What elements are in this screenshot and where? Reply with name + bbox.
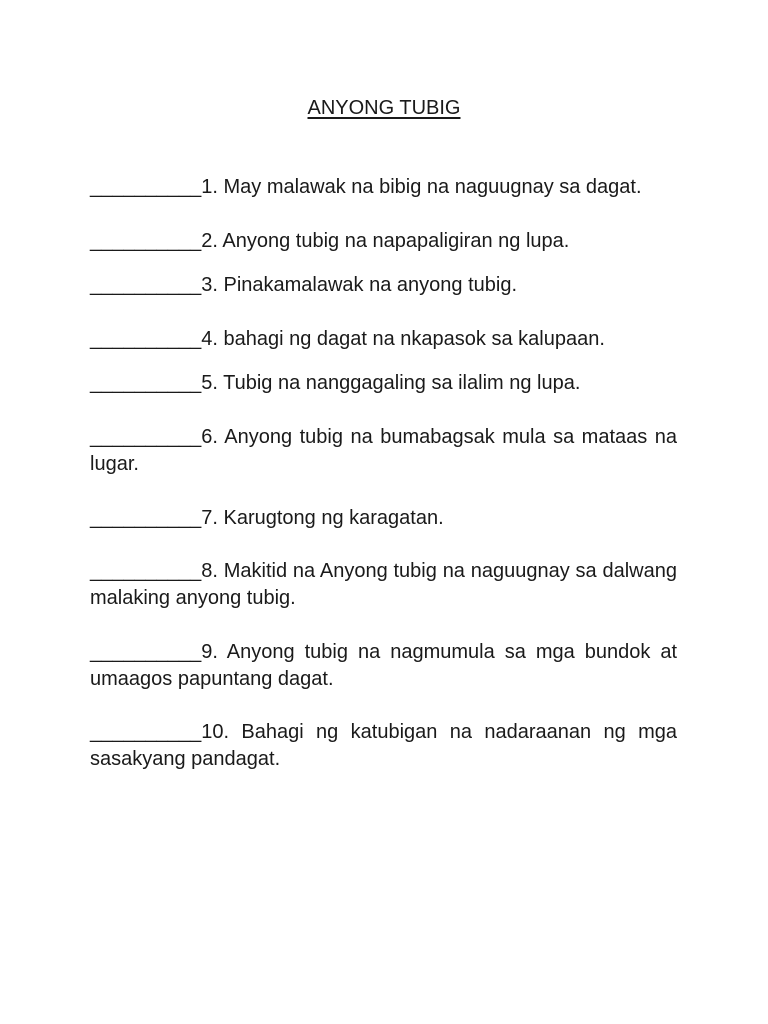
question-number: 1. [201,176,218,198]
answer-blank: __________ [90,426,202,448]
worksheet-title [0,95,768,121]
question-number: 6. [201,426,218,448]
question-text: bahagi ng dagat na nkapasok sa kalupaan. [217,328,605,350]
question-item-8 [90,558,677,611]
answer-blank: __________ [90,641,202,663]
question-number: 8. [201,560,218,582]
question-item-1 [90,174,677,201]
question-text: Tubig na nanggagaling sa ilalim ng lupa. [217,372,581,394]
question-item-10 [90,719,677,772]
question-text: May malawak na bibig na naguugnay sa dagat. [217,176,642,198]
question-text: Anyong tubig na bumabagsak mula sa mataas na lugar. [90,426,677,475]
question-item-3 [90,272,677,299]
question-number: 5. [201,372,218,394]
question-number: 3. [201,274,218,296]
question-text: Anyong tubig na napapaligiran ng lupa. [217,230,570,252]
question-number: 10. [201,721,230,743]
question-text: Anyong tubig na nagmumula sa mga bundok at umaagos papuntang dagat. [90,641,677,690]
answer-blank: __________ [90,507,202,529]
answer-blank: __________ [90,328,202,350]
title-text: ANYONG TUBIG [307,97,461,119]
question-text: Karugtong ng karagatan. [217,507,444,529]
answer-blank: __________ [90,372,202,394]
answer-blank: __________ [90,230,202,252]
question-number: 9. [201,641,218,663]
answer-blank: __________ [90,274,202,296]
question-item-9 [90,639,677,692]
question-text: Pinakamalawak na anyong tubig. [217,274,518,296]
answer-blank: __________ [90,721,202,743]
question-number: 7. [201,507,218,529]
question-number: 2. [201,230,218,252]
question-item-2 [90,228,677,255]
question-text: Makitid na Anyong tubig na naguugnay sa dalwang malaking anyong tubig. [90,560,677,609]
question-number: 4. [201,328,218,350]
question-item-5 [90,370,677,397]
question-item-6 [90,424,677,477]
answer-blank: __________ [90,560,202,582]
question-item-4 [90,326,677,353]
question-item-7 [90,505,677,532]
question-text: Bahagi ng katubigan na nadaraanan ng mga sasakyang pandagat. [90,721,677,770]
answer-blank: __________ [90,176,202,198]
